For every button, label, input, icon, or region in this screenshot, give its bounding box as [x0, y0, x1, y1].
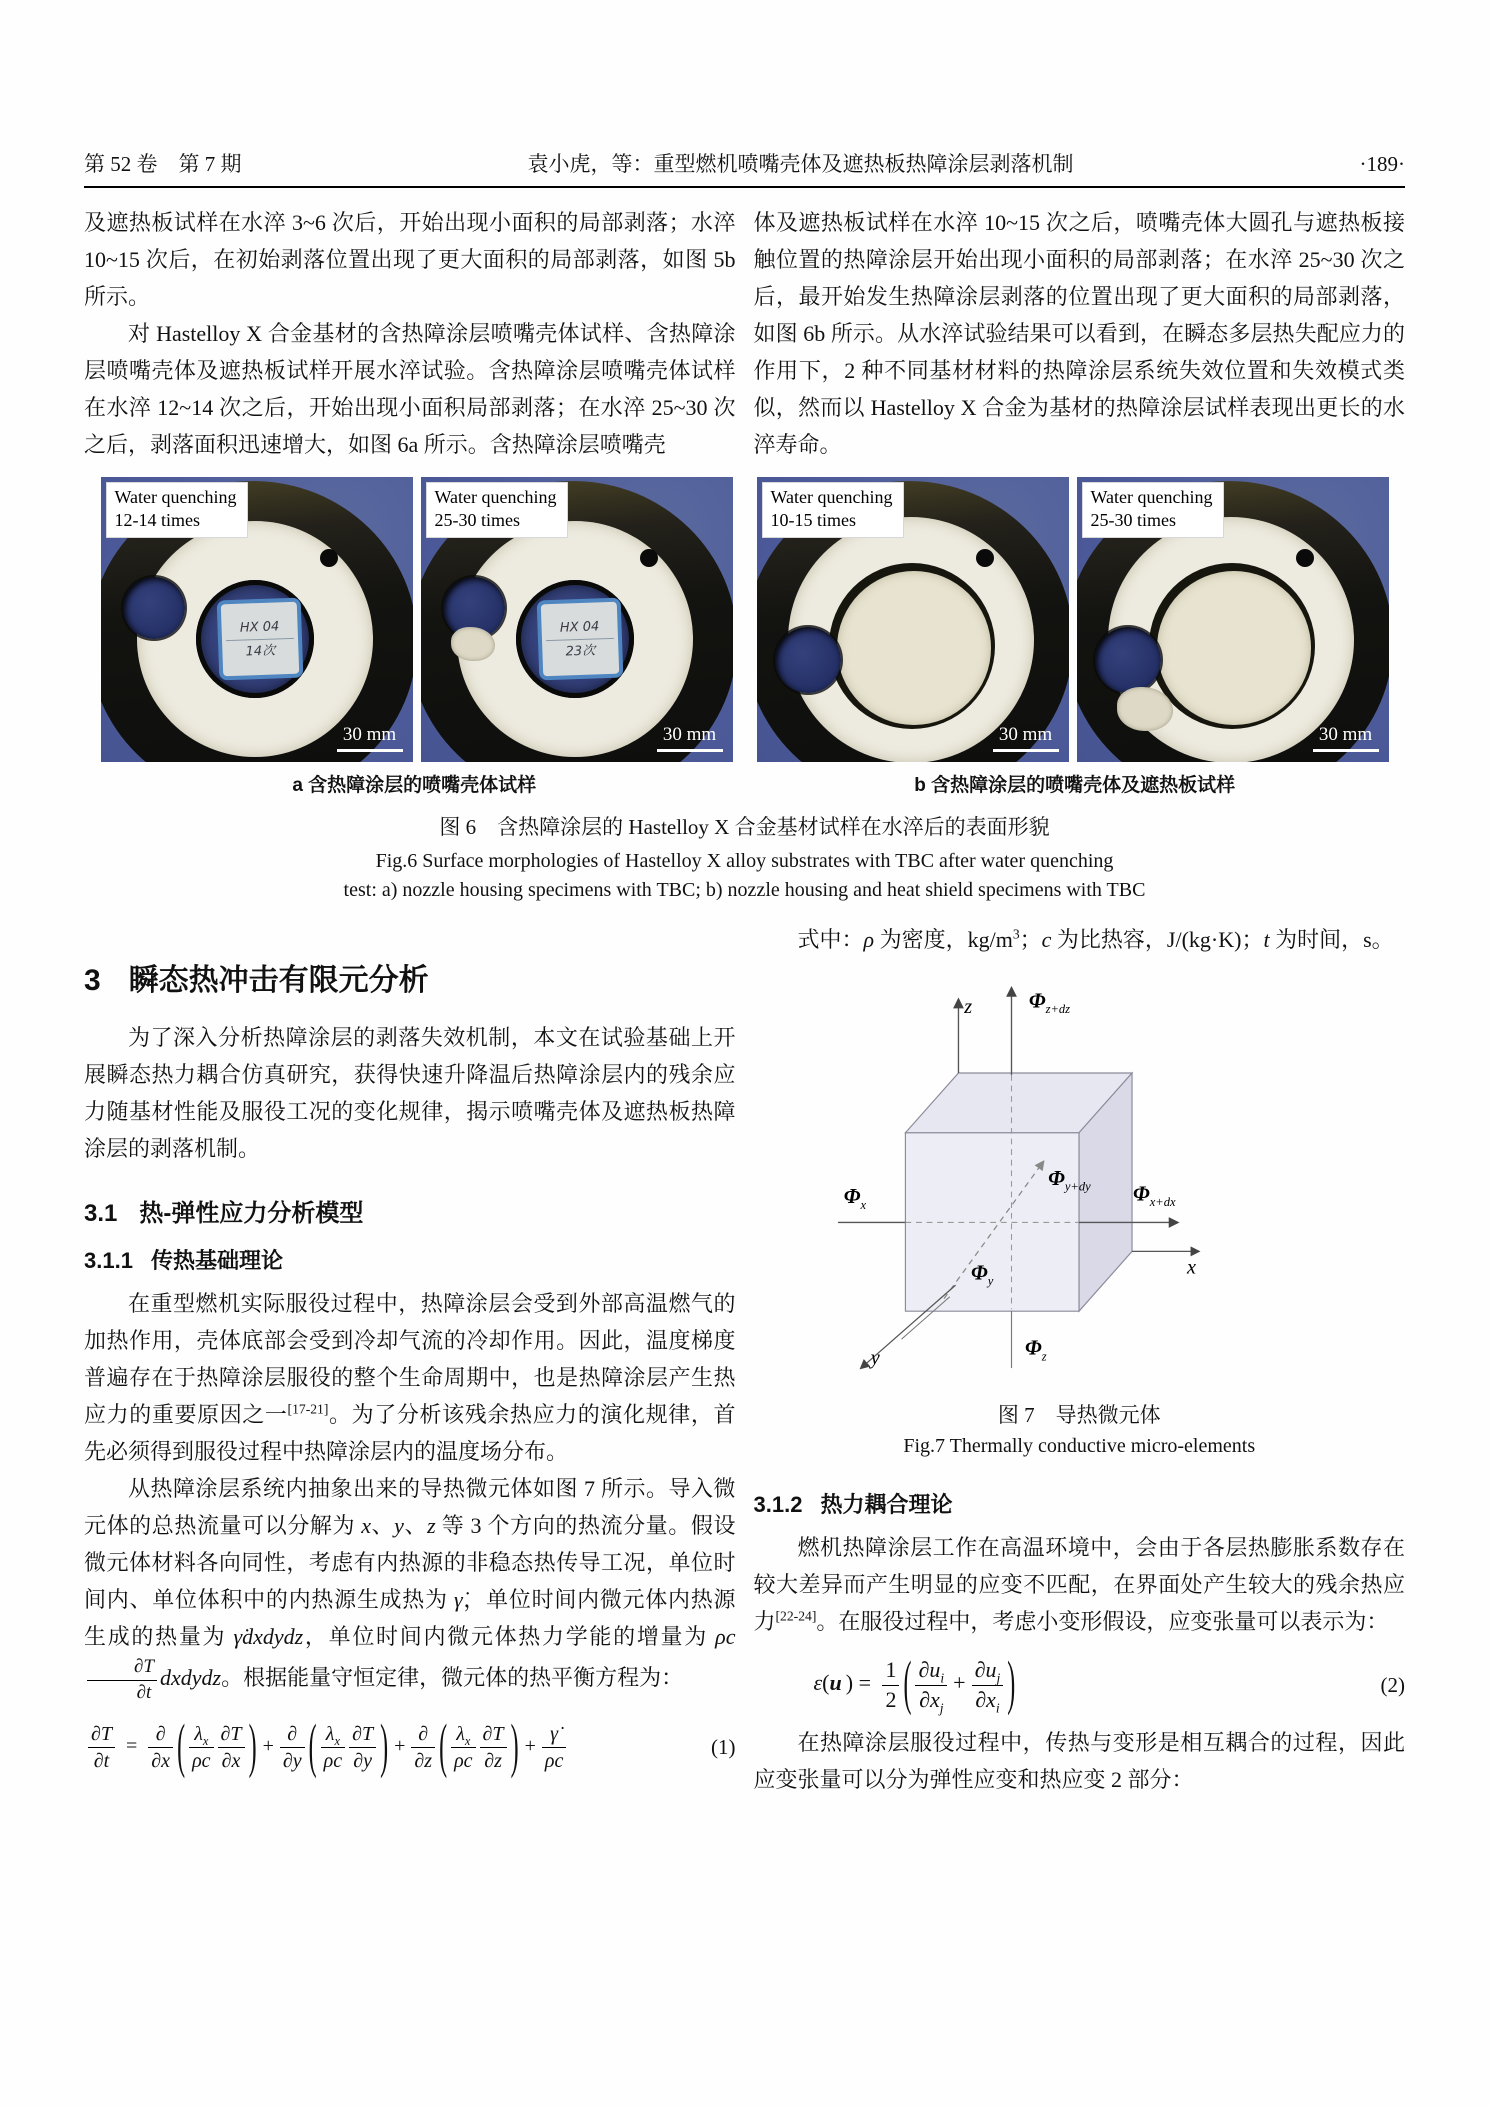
- page-number: ·189·: [1359, 152, 1405, 176]
- pin-hole: [1296, 549, 1314, 567]
- tag-id: HX 04: [225, 617, 294, 640]
- figure6-subcaptions: [84, 770, 1405, 797]
- scale-line: [337, 749, 403, 752]
- spallation-patch: [451, 627, 495, 661]
- left-column-top: [84, 204, 736, 463]
- scale-text: 30 mm: [662, 724, 717, 745]
- pin-hole: [320, 549, 338, 567]
- header-rule: [84, 186, 1405, 188]
- body-paragraph: 在重型燃机实际服役过程中，热障涂层会受到外部高温燃气的加热作用，壳体底部会受到冷却气流的冷却作用。因此，温度梯度普遍存在于热障涂层服役的整个生命周期中，也是热障涂层产生热应力的重要原因之一[17-21]。为了分析该残余热应力的演化规律，首先必须得到服役过程中热障涂层内的温度场分布。: [84, 1291, 736, 1464]
- figure7-caption-zh: 图 7 导热微元体: [997, 1403, 1161, 1427]
- section-3-1-title: 热-弹性应力分析模型: [139, 1200, 364, 1227]
- specimen-photo-a1: [101, 477, 413, 762]
- subcaption-b: b 含热障涂层的喷嘴壳体及遮热板试样: [914, 775, 1236, 796]
- equation-2: [754, 1652, 1406, 1718]
- side-hole: [775, 627, 841, 693]
- photo-label-line2: 25-30 times: [434, 510, 520, 530]
- figure6-caption-zh: 图 6 含热障涂层的 Hastelloy X 合金基材试样在水淬后的表面形貌: [439, 815, 1050, 839]
- specimen-tag: [216, 598, 303, 681]
- section-3-heading: [84, 955, 736, 999]
- tag-cycles: 14次: [244, 642, 275, 660]
- photo-label-line1: Water quenching: [434, 487, 557, 507]
- section-3-1-2-number: 3.1.2: [753, 1492, 803, 1517]
- section-3-title: 瞬态热冲击有限元分析: [128, 964, 429, 997]
- specimen-photo-b1: [757, 477, 1069, 762]
- equation-1-body: $\frac{\partial T}{\partial t}$ = $\frac{\partial}{\partial x}$ ( $\frac{\lambda_x}{\rho c}$ $\frac{\partial T}{\partial x}$ ) + $\frac{\partial}{\partial y}$ ( $\frac{\lambda_x}{\rho c}$ $\frac{\partial T}{\partial y}$ ) + $\frac{\partial}{\partial z}$ ( $\frac{\lambda_x}{\rho c}$ $\frac{\partial T}{\partial z}$ ) + $\frac{\gammȧ}{\rho c}$: [86, 1721, 568, 1774]
- scale-text: 30 mm: [998, 724, 1053, 745]
- equation-2-body: ε(u ) = $\frac{1}{2}$ ( $\frac{\partial u_i}{\partial x_j}$ + $\frac{\partial u_j}{\partial x_i}$ ): [813, 1652, 1016, 1718]
- running-title: 袁小虎，等：重型燃机喷嘴壳体及遮热板热障涂层剥落机制: [527, 152, 1074, 176]
- photo-label: [427, 483, 567, 537]
- figure6-group-b: [757, 477, 1389, 762]
- figure6-caption-en-line2: test: a) nozzle housing specimens with TBC; b) nozzle housing and heat shield specimens with TBC: [343, 879, 1146, 901]
- flux-x-out-label: $\Phi_{x+dx}$: [1133, 1181, 1176, 1210]
- scale-line: [1313, 749, 1379, 752]
- section-3-1-2-title: 热力耦合理论: [820, 1492, 953, 1517]
- scale-bar: [1313, 724, 1379, 752]
- left-column-bottom: [84, 921, 736, 1798]
- scale-text: 30 mm: [342, 724, 397, 745]
- scale-line: [993, 749, 1059, 752]
- side-hole: [123, 577, 185, 639]
- z-axis-label: z: [964, 996, 973, 1019]
- body-paragraph: 对 Hastelloy X 合金基材的含热障涂层喷嘴壳体试样、含热障涂层喷嘴壳体及遮热板试样开展水淬试验。含热障涂层喷嘴壳体试样在水淬 12~14 次之后，开始出现小面积局部剥落；在水淬 25~30 次之后，剥落面积迅速增大，如图 6a 所示。含热障涂层喷嘴壳: [84, 321, 736, 457]
- photo-label: [107, 483, 247, 537]
- figure6: [84, 477, 1405, 905]
- figure7-caption-en: Fig.7 Thermally conductive micro-elements: [903, 1435, 1256, 1457]
- photo-label: [763, 483, 903, 537]
- figure6-caption-en-line1: Fig.6 Surface morphologies of Hastelloy X alloy substrates with TBC after water quenching: [375, 850, 1114, 872]
- photo-label-line2: 12-14 times: [114, 510, 200, 530]
- pin-hole: [640, 549, 658, 567]
- x-axis-label: x: [1187, 1256, 1197, 1279]
- equation-1-number: (1): [711, 1735, 736, 1760]
- body-paragraph: 及遮热板试样在水淬 3~6 次后，开始出现小面积的局部剥落；水淬 10~15 次后，在初始剥落位置出现了更大面积的局部剥落，如图 5b 所示。: [84, 210, 736, 309]
- section-3-1-1-heading: [84, 1244, 736, 1275]
- heat-shield-disc: [837, 571, 991, 725]
- figure6-group-a: [101, 477, 733, 762]
- flux-y-in-label: $\Phi_y$: [971, 1260, 994, 1289]
- body-paragraph: 为了深入分析热障涂层的剥落失效机制，本文在试验基础上开展瞬态热力耦合仿真研究，获得快速升降温后热障涂层内的残余应力随基材性能及服役工况的变化规律，揭示喷嘴壳体及遮热板热障涂层的剥落机制。: [84, 1025, 736, 1161]
- body-paragraph: 在热障涂层服役过程中，传热与变形是相互耦合的过程，因此应变张量可以分为弹性应变和热应变 2 部分：: [753, 1730, 1405, 1793]
- photo-label-line1: Water quenching: [770, 487, 893, 507]
- section-3-1-1-title: 传热基础理论: [150, 1248, 283, 1273]
- flux-y-out-label: $\Phi_{y+dy}$: [1048, 1165, 1091, 1194]
- specimen-photo-b2: [1077, 477, 1389, 762]
- thermal-element-diagram: [809, 972, 1349, 1390]
- photo-label-line2: 10-15 times: [770, 510, 856, 530]
- top-columns: [84, 204, 1405, 463]
- body-paragraph: 从热障涂层系统内抽象出来的导热微元体如图 7 所示。导入微元体的总热流量可以分解为 x、y、z 等 3 个方向的热流分量。假设微元体材料各向同性，考虑有内热源的非稳态热传导工况，单位时间内、单位体积中的内热源生成热为 γ̇，单位时间内微元体内热源生成的热量为 γ̇dxdydz，单位时间内微元体热力学能的增量为 ρc $\frac{\partial T}{\partial t}$ dxdydz。根据能量守恒定律，微元体的热平衡方程为：: [84, 1476, 736, 1703]
- tag-cycles: 23次: [564, 642, 595, 660]
- specimen-tag: [536, 598, 623, 681]
- side-hole: [1095, 627, 1161, 693]
- volume-issue: 第 52 卷 第 7 期: [84, 152, 242, 176]
- flux-z-in-label: $\Phi_z$: [1025, 1335, 1047, 1364]
- running-header: [84, 148, 1405, 178]
- body-paragraph: 体及遮热板试样在水淬 10~15 次之后，喷嘴壳体大圆孔与遮热板接触位置的热障涂层开始出现小面积的局部剥落；在水淬 25~30 次之后，最开始发生热障涂层剥落的位置出现了更大面积的局部剥落，如图 6b 所示。从水淬试验结果可以看到，在瞬态多层热失配应力的作用下，2 种不同基材材料的热障涂层系统失效位置和失效模式类似，然而以 Hastelloy X 合金为基材的热障涂层试样表现出更长的水淬寿命。: [753, 210, 1405, 457]
- figure6-caption-en: [84, 847, 1405, 905]
- photo-label-line1: Water quenching: [1090, 487, 1213, 507]
- photo-label-line1: Water quenching: [114, 487, 237, 507]
- figure7: [754, 972, 1406, 1458]
- photo-label-line2: 25-30 times: [1090, 510, 1176, 530]
- scale-bar: [993, 724, 1059, 752]
- heat-shield-disc: [1157, 571, 1311, 725]
- pin-hole: [976, 549, 994, 567]
- photo-label: [1083, 483, 1223, 537]
- figure6-photo-row: [84, 477, 1405, 762]
- flux-z-out-label: $\Phi_{z+dz}$: [1029, 988, 1071, 1017]
- equation-2-number: (2): [1380, 1672, 1405, 1697]
- equation-where-paragraph: 式中：ρ 为密度，$kg/m^3$；c 为比热容，J/(kg·K)；t 为时间，s。: [797, 926, 1394, 952]
- body-paragraph: 燃机热障涂层工作在高温环境中，会由于各层热膨胀系数存在较大差异而产生明显的应变不匹配，在界面处产生较大的残余热应力[22-24]。在服役过程中，考虑小变形假设，应变张量可以表示为：: [753, 1535, 1405, 1634]
- spallation-patch: [1117, 687, 1173, 731]
- scale-line: [657, 749, 723, 752]
- equation-1: [84, 1715, 736, 1781]
- scale-bar: [337, 724, 403, 752]
- right-column-bottom: [754, 921, 1406, 1798]
- subcaption-a: a 含热障涂层的喷嘴壳体试样: [292, 775, 537, 796]
- right-column-top: [754, 204, 1406, 463]
- page-content: [84, 0, 1405, 1798]
- bottom-columns: [84, 921, 1405, 1798]
- scale-bar: [657, 724, 723, 752]
- section-3-1-1-number: 3.1.1: [84, 1248, 133, 1273]
- tag-id: HX 04: [545, 617, 614, 640]
- section-3-1-number: 3.1: [84, 1200, 118, 1227]
- y-axis-label: y: [870, 1347, 880, 1370]
- flux-x-in-label: $\Phi_x$: [843, 1184, 867, 1212]
- scale-text: 30 mm: [1318, 724, 1373, 745]
- section-3-1-heading: [84, 1193, 736, 1228]
- specimen-photo-a2: [421, 477, 733, 762]
- section-3-number: 3: [84, 964, 101, 997]
- section-3-1-2-heading: [754, 1488, 1406, 1519]
